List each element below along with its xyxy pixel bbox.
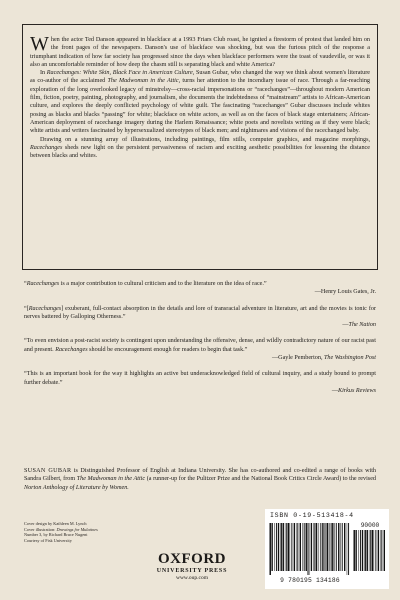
ean-barcode <box>268 523 350 575</box>
barcode-bar <box>353 530 354 571</box>
barcode-bar <box>367 530 368 571</box>
barcode-bar <box>348 523 349 575</box>
barcode-bar <box>329 523 330 571</box>
review-kirkus: “This is an important book for the way it highlights an active but underacknowledged field of cultural inquiry, and a study bound to prompt further debate.” —Kirkus Reviews <box>24 371 376 394</box>
drop-cap: W <box>30 33 49 55</box>
oxford-logo <box>132 552 252 582</box>
barcode-bar <box>313 523 314 571</box>
price-barcode <box>352 530 386 575</box>
barcode-bar <box>342 523 343 571</box>
isbn-label: ISBN 0-19-513418-4 <box>270 512 354 519</box>
barcode-bar <box>347 523 348 575</box>
barcode-bar <box>291 523 292 571</box>
review-attribution: —Gayle Pemberton, The Washington Post <box>272 355 376 362</box>
barcode-bar <box>325 523 326 571</box>
barcode-bar <box>338 523 339 571</box>
publisher-name: OXFORD <box>158 551 226 567</box>
description-paragraph-2: In Racechanges: White Skin, Black Face in American Culture, Susan Gubar, who changed the way we think about women's literature as co-author of the acclaimed The Madwoman in the Attic, turns her attention to the incendiary issue of race. Through a far-reaching exploration of the long overlooked legacy of minstrelsy—cross-racial impersonations or “racechanges”—throughout modern American film, fiction, poetry, painting, photography, and journalism, she documents the indebtedness of “mainstream” artists to African-American culture, and explores the deeply conflicted psychology of white guilt. The fascinating “racechanges” Gubar discusses include whites posing as blacks and blacks “passing” for white; blackface on white actors, as well as on the faces of black stage entertainers; African-American deployment of racechange imagery during the Harlem Renaissance; white poets and novelists writing as if they were black; white artists and writers fascinated by hypersexualized stereotypes of black men; and nightmares and visions of the racechanged baby. <box>30 70 370 135</box>
barcode-bar <box>276 523 277 571</box>
barcode-bar <box>274 523 275 571</box>
barcode-bar <box>378 530 379 571</box>
barcode-bar <box>308 523 309 575</box>
barcode-bar <box>288 523 289 571</box>
barcode-bar <box>365 530 366 571</box>
barcode-bar <box>322 523 323 571</box>
reviews <box>24 280 376 403</box>
barcode-bar <box>332 523 333 571</box>
barcode-bar <box>283 523 284 571</box>
barcode-bar <box>360 530 361 571</box>
barcode-bar <box>380 530 381 571</box>
barcode-bar <box>280 523 281 571</box>
publisher-subtitle: UNIVERSITY PRESS <box>156 568 228 574</box>
barcode-bar <box>381 530 382 571</box>
barcode-bar <box>340 523 341 571</box>
barcode-bar <box>269 523 270 575</box>
barcode-bar <box>336 523 337 571</box>
barcode-bar <box>319 523 320 571</box>
barcode-bar <box>362 530 363 571</box>
author-bio: SUSAN GUBAR is Distinguished Professor of English at Indiana University. She has co-authored and co-edited a range of books with Sandra Gilbert, from The Madwoman in the Attic (a runner-up for the Pulitzer Prize and the National Book Critics Circle Award) to the revised Norton Anthology of Literature by Women. <box>24 468 376 491</box>
barcode-bar <box>296 523 297 571</box>
barcode-bar <box>278 523 279 571</box>
barcode-bar <box>297 523 298 571</box>
barcode-bar <box>290 523 291 571</box>
barcode-bar <box>320 523 321 571</box>
description-paragraph-3: Drawing on a stunning array of illustrations, including paintings, film stills, computer graphics, and magazine morphings, Racechanges sheds new light on the persistent pervasiveness of racism and exciting aesthetic possibilities for lessening the distance between blacks and whites. <box>30 136 370 160</box>
barcode-bar <box>294 523 295 571</box>
barcode-bar <box>306 523 307 571</box>
cover-credits: Cover design by Kathleen M. Lynch Cover illustration: Drawings for Mulattoes Number 3, by Richard Bruce Nugent Courtesy of Fisk University <box>24 521 98 543</box>
review-attribution: —The Nation <box>342 322 376 329</box>
barcode-bar <box>369 530 370 571</box>
barcode-bar <box>372 530 373 571</box>
description-paragraph-1: When the actor Ted Danson appeared in blackface at a 1993 Friars Club roast, he ignited a firestorm of protest that landed him on the front pages of the newspapers. Danson's use of blackface was shocking, but was the furious pitch of the response a triumphant indication of how far society has progressed since the days when blackface performers were the toast of vaudeville, or was it also an uncomfortable reminder of how deep the chasm still is separating black and white America? <box>30 33 370 68</box>
review-attribution: —Kirkus Reviews <box>331 387 376 394</box>
author-name: SUSAN GUBAR <box>24 468 72 474</box>
price-code: 90000 <box>360 522 380 529</box>
barcode-bar <box>326 523 327 571</box>
barcode-bar <box>384 530 385 571</box>
barcode-bar <box>334 523 335 571</box>
barcode-bar <box>358 530 359 571</box>
barcode-bar <box>307 523 308 575</box>
review-washington-post: “To even envision a post-racist society is contingent upon understanding the offensive, dense, and wildly contradictory nature of our racist past and present. Racechanges should be encouragement enough for readers to begin that task.” —Gayle Pemberton, The Washington Post <box>24 338 376 362</box>
barcode-bar <box>304 523 305 571</box>
review-attribution: —Henry Louis Gates, Jr. <box>314 289 376 296</box>
barcode-bar <box>355 530 356 571</box>
barcode-bar <box>364 530 365 571</box>
publisher-url[interactable]: www.oup.com <box>175 575 209 581</box>
barcode-bar <box>311 523 312 571</box>
barcode-digits: 9 780195 134186 <box>280 577 340 584</box>
barcode-bar <box>281 523 282 571</box>
barcode-bar <box>354 530 355 571</box>
barcode-bar <box>327 523 328 571</box>
barcode-bar <box>370 530 371 571</box>
barcode-bar <box>271 523 272 571</box>
barcode-bar <box>314 523 315 571</box>
barcode-bar <box>285 523 286 571</box>
madwoman-title: The Madwoman in the Attic, <box>107 78 181 85</box>
barcode-bar <box>331 523 332 571</box>
book-title: Racechanges: White Skin, Black Face in American Culture, <box>46 70 195 77</box>
review-nation: “[Racechanges] exuberant, full-contact absorption in the details and lore of transracial adventure in literature, art and the movies is tonic for nerves battered by Galloping Otherness.” —The Nation <box>24 305 376 329</box>
barcode-bar <box>344 523 345 571</box>
review-gates: “Racechanges is a major contribution to cultural criticism and to the literature on the idea of race.” —Henry Louis Gates, Jr. <box>24 281 376 296</box>
barcode-bar <box>374 530 375 571</box>
barcode-bar <box>375 530 376 571</box>
barcode-bar <box>302 523 303 571</box>
book-description <box>30 33 370 160</box>
barcode-bar <box>300 523 301 571</box>
barcode-bar <box>316 523 317 571</box>
barcode-bar <box>270 523 271 575</box>
barcode-bar <box>286 523 287 571</box>
